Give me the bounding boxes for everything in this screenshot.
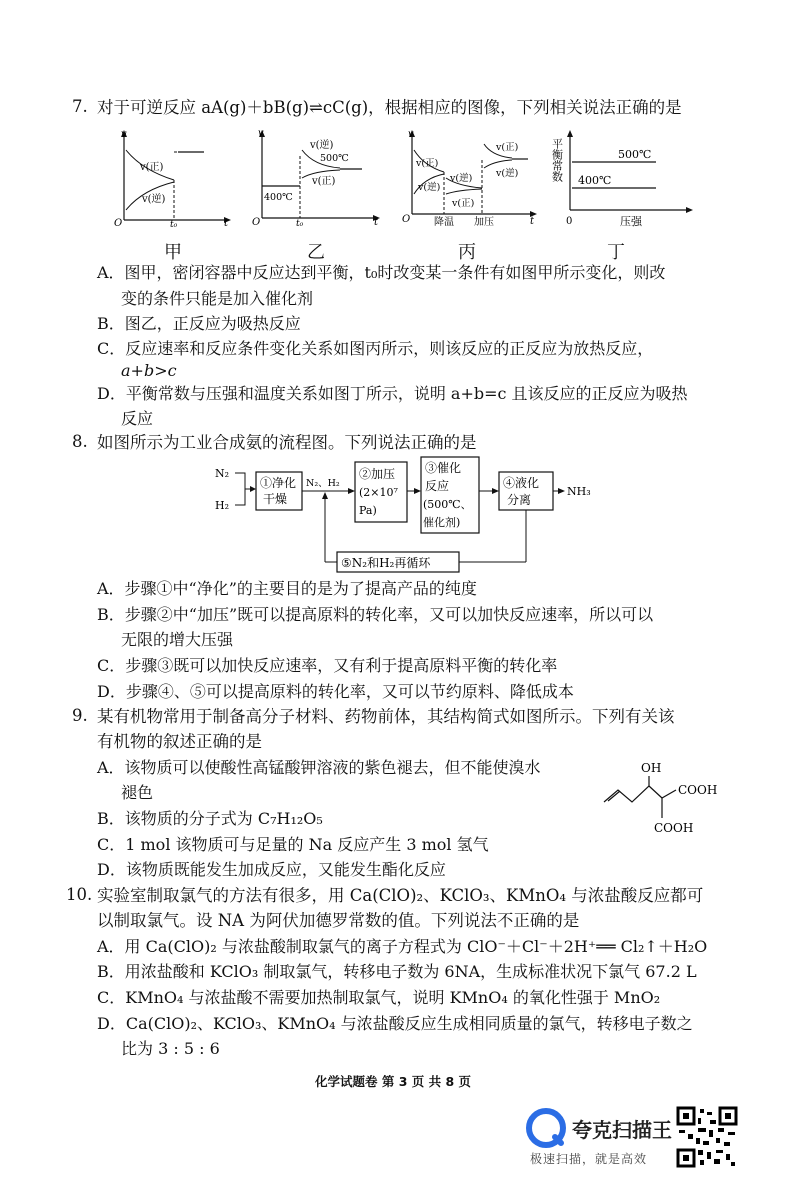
bing-forward-label-2: v(正) (452, 198, 475, 209)
yi-temp-high: 500℃ (320, 153, 349, 164)
flow-step4-l1: ④液化 (503, 476, 540, 490)
q9-option-d: D．该物质既能发生加成反应，又能发生酯化反应 (97, 860, 446, 879)
q7-option-d-line1: D．平衡常数与压强和温度关系如图丁所示，说明 a+b=c 且该反应的正反应为吸热 (97, 384, 688, 403)
structure-oh: OH (641, 761, 662, 775)
yi-t-label: t (374, 217, 379, 228)
q10-stem-line1: 实验室制取氯气的方法有很多，用 Ca(ClO)₂、KClO₃、KMnO₄ 与浓盐酸反应都可 (97, 886, 704, 905)
q7-option-c-line1: C．反应速率和反应条件变化关系如图丙所示，则该反应的正反应为放热反应， (97, 339, 654, 358)
chart-jia (112, 128, 232, 228)
q9-option-b: B．该物质的分子式为 C₇H₁₂O₅ (97, 809, 323, 828)
bing-t-label: t (530, 216, 535, 227)
q9-structure (600, 758, 740, 848)
ding-temp-high: 500℃ (618, 148, 652, 161)
flow-input-n2: N₂ (215, 467, 230, 480)
q8-stem: 如图所示为工业合成氨的流程图。下列说法正确的是 (97, 433, 477, 452)
yi-t0-label: t₀ (296, 219, 304, 228)
bing-reverse-label-1: v(逆) (418, 182, 441, 193)
flow-step4-l2: 分离 (507, 493, 532, 507)
yi-forward-label: v(正) (312, 176, 336, 187)
q9-stem-line1: 某有机物常用于制备高分子材料、药物前体，其结构简式如图所示。下列有关该 (97, 707, 675, 726)
q7-option-a-line2: 变的条件只能是加入催化剂 (121, 289, 314, 308)
chart-yi (252, 128, 382, 228)
q7-option-d-line2: 反应 (121, 409, 154, 428)
flow-step2-l1: ②加压 (359, 467, 396, 481)
jia-origin: O (114, 218, 123, 228)
bing-reverse-label-3: v(逆) (496, 168, 519, 179)
bing-cond2: 加压 (474, 217, 494, 228)
bing-origin: O (402, 214, 411, 225)
q10-option-c: C．KMnO₄ 与浓盐酸不需要加热制取氯气，说明 KMnO₄ 的氧化性强于 MnO₂ (97, 988, 661, 1007)
q10-option-d-line1: D．Ca(ClO)₂、KClO₃、KMnO₄ 与浓盐酸反应生成相同质量的氯气，转移电子数之 (97, 1014, 693, 1033)
flow-step1-l2: 干燥 (263, 492, 288, 506)
flow-step3-l2: 反应 (425, 479, 450, 493)
q8-option-b-line2: 无限的增大压强 (121, 630, 234, 649)
flow-input-h2: H₂ (215, 499, 230, 512)
q10-option-a: A．用 Ca(ClO)₂ 与浓盐酸制取氯气的离子方程式为 ClO⁻＋Cl⁻＋2H⁺══ Cl₂↑＋H₂O (97, 937, 708, 956)
jia-forward-label: v(正) (140, 162, 164, 173)
q8-number: 8. (72, 432, 88, 451)
chart-bing-label: 丙 (458, 242, 476, 263)
q10-stem-line2: 以制取氯气。设 NA 为阿伏加德罗常数的值。下列说法不正确的是 (97, 911, 580, 930)
bing-v-label: v (408, 129, 414, 140)
q8-option-b-line1: B．步骤②中“加压”既可以提高原料的转化率，又可以加快反应速率，所以可以 (97, 605, 654, 624)
ding-origin: 0 (566, 216, 573, 227)
page-footer: 化学试题卷 第 3 页 共 8 页 (315, 1074, 472, 1089)
bing-cond1: 降温 (434, 217, 454, 228)
flow-step1-l1: ①净化 (260, 476, 297, 490)
q8-flowchart (205, 455, 625, 573)
structure-cooh-2: COOH (654, 821, 694, 835)
chart-bing (400, 128, 540, 228)
scanner-brand: 夸克扫描王 (572, 1118, 672, 1142)
jia-v-label: v (121, 129, 127, 140)
ding-x-label: 压强 (620, 215, 642, 228)
flow-step2-l3: Pa) (359, 504, 377, 517)
q10-option-d-line2: 比为 3 : 5 : 6 (121, 1039, 220, 1058)
q7-number: 7. (72, 97, 88, 116)
flow-step3-l3: (500℃、 (423, 498, 472, 511)
chart-yi-label: 乙 (307, 242, 325, 263)
flow-step3-l4: 催化剂) (423, 516, 461, 529)
chart-ding (548, 128, 698, 228)
q7-stem: 对于可逆反应 aA(g)＋bB(g)⇌cC(g)，根据相应的图像，下列相关说法正确的是 (97, 98, 682, 117)
q7-option-c-line2: a+b>c (121, 361, 177, 380)
q9-option-a-line1: A．该物质可以使酸性高锰酸钾溶液的紫色褪去，但不能使溴水 (97, 758, 541, 777)
q9-option-c: C．1 mol 该物质可与足量的 Na 反应产生 3 mol 氢气 (97, 835, 489, 854)
yi-reverse-label: v(逆) (310, 140, 334, 151)
q8-option-c: C．步骤③既可以加快反应速率，又有利于提高原料平衡的转化率 (97, 656, 558, 675)
jia-reverse-label: v(逆) (142, 194, 166, 205)
ding-y-label: 平衡常数 (550, 138, 564, 182)
chart-jia-label: 甲 (164, 242, 182, 263)
q8-option-d: D．步骤④、⑤可以提高原料的转化率，又可以节约原料、降低成本 (97, 682, 574, 701)
jia-t-label: t (224, 218, 229, 228)
flow-mid-label: N₂、H₂ (306, 478, 340, 489)
yi-origin: O (252, 217, 261, 228)
yi-temp-low: 400℃ (264, 192, 293, 203)
q7-option-b: B．图乙，正反应为吸热反应 (97, 314, 301, 333)
q10-option-b: B．用浓盐酸和 KClO₃ 制取氯气，转移电子数为 6NA，生成标准状况下氯气 67.2 L (97, 962, 697, 981)
q8-option-a: A．步骤①中“净化”的主要目的是为了提高产品的纯度 (97, 579, 477, 598)
scanner-slogan: 极速扫描，就是高效 (530, 1152, 648, 1166)
bing-reverse-label-2: v(逆) (450, 173, 473, 184)
bing-forward-label-3: v(正) (496, 142, 519, 153)
q10-number: 10. (66, 885, 93, 904)
q7-option-a-line1: A．图甲，密闭容器中反应达到平衡，t₀时改变某一条件有如图甲所示变化，则改 (97, 263, 666, 282)
flow-output: NH₃ (567, 485, 591, 498)
structure-chain (604, 786, 662, 802)
flow-step2-l2: (2×10⁷ (359, 486, 398, 499)
structure-cooh-1: COOH (678, 783, 718, 797)
flow-step3-l1: ③催化 (425, 461, 462, 475)
ding-temp-low: 400℃ (578, 174, 612, 187)
chart-ding-label: 丁 (607, 242, 625, 263)
q9-number: 9. (72, 706, 88, 725)
jia-t0-label: t₀ (170, 220, 178, 228)
q9-option-a-line2: 褪色 (121, 783, 154, 802)
yi-v-label: v (258, 128, 264, 139)
qr-code-icon (676, 1106, 738, 1168)
bing-forward-label-1: v(正) (416, 158, 439, 169)
q9-stem-line2: 有机物的叙述正确的是 (97, 732, 262, 751)
flow-step5: ⑤N₂和H₂再循环 (341, 556, 431, 570)
scanner-logo-icon (526, 1108, 566, 1148)
